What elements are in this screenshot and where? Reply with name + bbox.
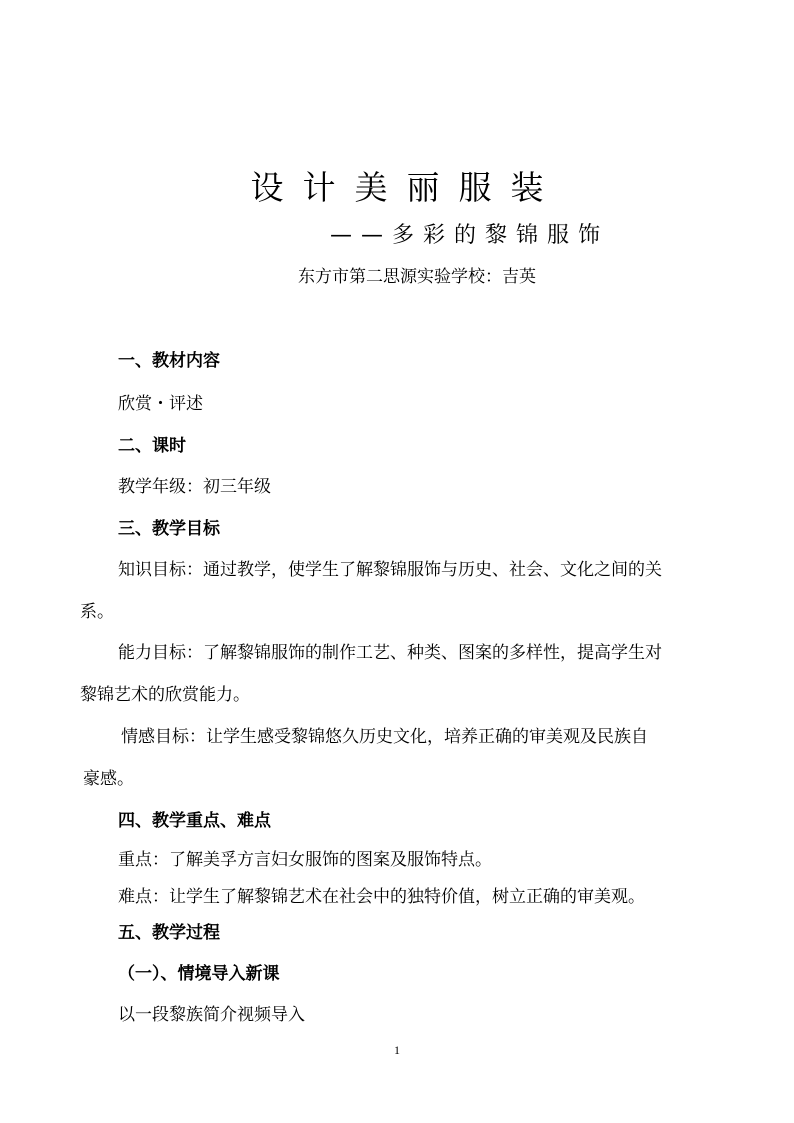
section-3-heading: 三、教学目标 <box>118 519 220 539</box>
section-2-text: 教学年级：初三年级 <box>118 477 271 497</box>
subsection-1-text: 以一段黎族简介视频导入 <box>118 1005 305 1025</box>
ability-goal-line-2: 黎锦艺术的欣赏能力。 <box>80 685 250 705</box>
subsection-1-heading: （一）、情境导入新课 <box>118 964 280 984</box>
document-subtitle: ——多彩的黎锦服饰 <box>330 223 610 248</box>
difficult-point-text: 难点：让学生了解黎锦艺术在社会中的独特价值，树立正确的审美观。 <box>118 887 645 907</box>
document-title: 设计美丽服装 <box>250 168 563 207</box>
page-number: 1 <box>394 1043 400 1057</box>
knowledge-goal-line-2: 系。 <box>80 602 114 622</box>
section-2-heading: 二、课时 <box>118 436 186 456</box>
section-1-text: 欣赏・评述 <box>118 394 203 414</box>
section-5-heading: 五、教学过程 <box>118 923 220 943</box>
author-line: 东方市第二思源实验学校：吉英 <box>298 267 536 287</box>
emotion-goal-line-2: 豪感。 <box>83 769 134 789</box>
emotion-goal-line-1: 情感目标：让学生感受黎锦悠久历史文化，培养正确的审美观及民族自 <box>121 727 648 747</box>
section-4-heading: 四、教学重点、难点 <box>118 811 271 831</box>
knowledge-goal-line-1: 知识目标：通过教学，使学生了解黎锦服饰与历史、社会、文化之间的关 <box>118 560 662 580</box>
ability-goal-line-1: 能力目标：了解黎锦服饰的制作工艺、种类、图案的多样性，提高学生对 <box>118 643 662 663</box>
key-point-text: 重点：了解美孚方言妇女服饰的图案及服饰特点。 <box>118 850 492 870</box>
section-1-heading: 一、教材内容 <box>118 351 220 371</box>
